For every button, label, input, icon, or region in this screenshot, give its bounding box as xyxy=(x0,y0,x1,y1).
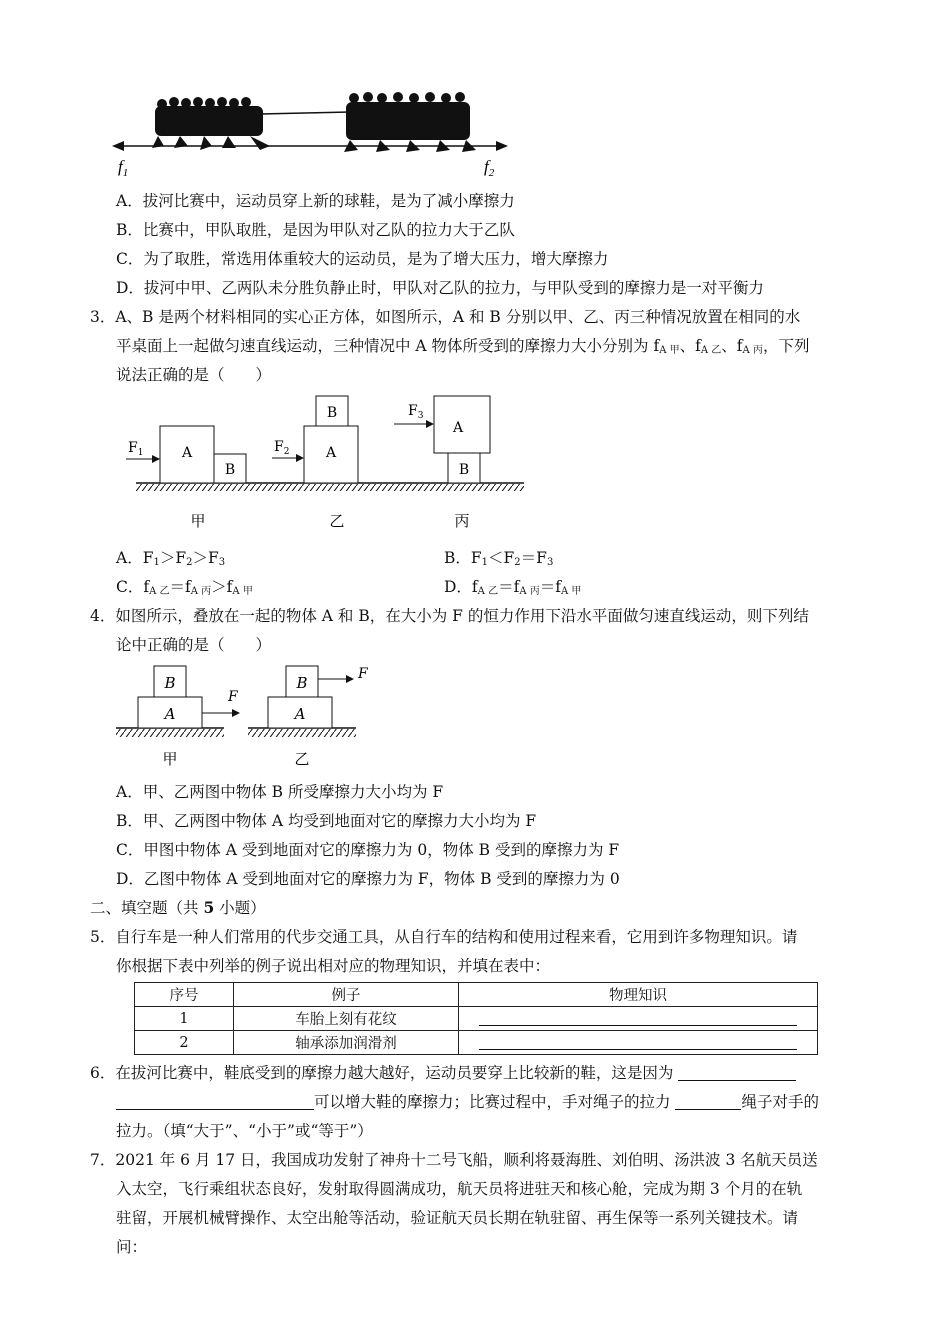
q4-jia-arrow-icon xyxy=(232,709,240,717)
q4-stem-line1: 4．如图所示，叠放在一起的物体 A 和 B，在大小为 F 的恒力作用下沿水平面做匀速直线运动，则下列结 xyxy=(90,607,809,625)
tug-of-war-figure xyxy=(110,88,510,180)
cap-yi: 乙 xyxy=(329,512,345,530)
jia-ground-hatch xyxy=(116,729,224,737)
table-hatch xyxy=(136,484,524,491)
table-header-row xyxy=(135,983,818,1007)
q2-option-b: B．比赛中，甲队取胜，是因为甲队对乙队的拉力大于乙队 xyxy=(116,221,515,239)
jia-force-label: $F_1$ xyxy=(128,440,144,458)
jia-label-b: B xyxy=(224,462,236,478)
q4-cap-yi: 乙 xyxy=(294,750,310,768)
q3-option-d: D．$f_{A 乙}=f_{A 丙}=f_{A 甲}$ xyxy=(444,578,582,597)
header-example: 例子 xyxy=(234,983,459,1007)
q4-jia-label-b: B xyxy=(164,674,176,692)
team-left-silhouettes xyxy=(152,97,270,150)
q6-line3: 拉力。（填“大于”、“小于”或“等于”） xyxy=(116,1122,373,1140)
q5-table xyxy=(134,982,818,1055)
q4-option-b: B．甲、乙两图中物体 A 均受到地面对它的摩擦力大小均为 F xyxy=(116,812,537,830)
q7-line2: 入太空，飞行乘组状态良好，发射取得圆满成功，航天员将进驻天和核心舱，完成为期 3 个月的在轨 xyxy=(116,1180,803,1198)
answer-blank-2[interactable] xyxy=(459,1031,818,1055)
q4-yi-arrow-icon xyxy=(346,675,354,683)
bing-label-a: A xyxy=(452,420,464,436)
cap-bing: 丙 xyxy=(454,512,470,530)
q3-stem-line2: 平桌面上一起做匀速直线运动，三种情况中 A 物体所受到的摩擦力大小分别为 $f_{A 甲}$、$f_{A 乙}$、$f_{A 丙}$，下列 xyxy=(116,337,810,356)
q3-stem-line1: 3．A、B 是两个材料相同的实心正方体，如图所示，A 和 B 分别以甲、乙、丙三种情况放置在相同的水 xyxy=(90,308,801,326)
q2-option-d: D．拔河中甲、乙两队未分胜负静止时，甲队对乙队的拉力，与甲队受到的摩擦力是一对平衡力 xyxy=(116,279,764,297)
q4-stem-line2: 论中正确的是（ ） xyxy=(116,636,272,654)
q6-blank-2[interactable] xyxy=(675,1109,741,1110)
rope xyxy=(260,112,350,114)
q4-option-c: C．甲图中物体 A 受到地面对它的摩擦力为 0，物体 B 受到的摩擦力为 F xyxy=(116,841,620,859)
row-example: 车胎上刻有花纹 xyxy=(234,1007,459,1031)
answer-blank-1[interactable] xyxy=(459,1007,818,1031)
bing-arrow-icon xyxy=(426,420,434,428)
yi-ground-hatch xyxy=(248,729,356,737)
q6-blank-1[interactable] xyxy=(678,1080,796,1081)
section-heading: 二、填空题（共 5 小题） xyxy=(90,898,266,917)
cap-jia: 甲 xyxy=(190,512,206,530)
row-no: 2 xyxy=(135,1031,234,1055)
q7-line4: 问： xyxy=(116,1238,148,1256)
q4-yi-label-a: A xyxy=(294,705,306,723)
q3-option-b: B．$F_1<F_2=F_3$ xyxy=(444,549,554,568)
header-knowledge: 物理知识 xyxy=(459,983,818,1007)
table-row xyxy=(135,1031,818,1055)
q3-option-a: A．$F_1>F_2>F_3$ xyxy=(116,549,226,568)
yi-arrow-icon xyxy=(296,454,304,462)
yi-label-a: A xyxy=(325,445,337,461)
table-row xyxy=(135,1007,818,1031)
q4-option-a: A．甲、乙两图中物体 B 所受摩擦力大小均为 F xyxy=(116,783,444,801)
f2-label: $f_2$ xyxy=(484,157,495,179)
q5-stem-line2: 你根据下表中列举的例子说出相对应的物理知识，并填在表中： xyxy=(116,957,551,975)
bing-force-label: $F_3$ xyxy=(408,403,424,421)
q4-option-d: D．乙图中物体 A 受到地面对它的摩擦力为 F，物体 B 受到的摩擦力为 0 xyxy=(116,870,620,888)
q3-stem-line3: 说法正确的是（ ） xyxy=(116,366,272,384)
arrow-right-icon xyxy=(496,141,508,151)
q7-line3: 驻留，开展机械臂操作、太空出舱等活动，验证航天员长期在轨驻留、再生保等一系列关键技术。请 xyxy=(116,1209,799,1227)
header-no: 序号 xyxy=(135,983,234,1007)
q6-line2: 可以增大鞋的摩擦力；比赛过程中，手对绳子的拉力 绳子对手的 xyxy=(116,1090,819,1112)
q4-cap-jia: 甲 xyxy=(162,750,178,768)
team-right-silhouettes xyxy=(344,92,476,152)
q4-yi-label-b: B xyxy=(296,674,308,692)
q6-line1: 6．在拔河比赛中，鞋底受到的摩擦力越大越好，运动员要穿上比较新的鞋，这是因为 xyxy=(90,1061,796,1083)
q5-stem-line1: 5．自行车是一种人们常用的代步交通工具，从自行车的结构和使用过程来看，它用到许多物理知识。请 xyxy=(90,928,798,946)
yi-label-b: B xyxy=(326,405,338,421)
q4-blocks-figure xyxy=(112,660,382,770)
q4-jia-label-a: A xyxy=(164,705,176,723)
q2-option-c: C．为了取胜，常选用体重较大的运动员，是为了增大压力，增大摩擦力 xyxy=(116,250,609,268)
q3-option-c: C．$f_{A 乙}=f_{A 丙}>f_{A 甲}$ xyxy=(116,578,253,597)
q7-line1: 7．2021 年 6 月 17 日，我国成功发射了神舟十二号飞船，顺利将聂海胜、刘伯明、汤洪波 3 名航天员送 xyxy=(90,1151,818,1169)
q3-blocks-figure xyxy=(110,390,540,535)
jia-arrow-icon xyxy=(152,455,160,463)
q2-option-a: A．拔河比赛中，运动员穿上新的球鞋，是为了减小摩擦力 xyxy=(116,192,515,210)
yi-force-label: $F_2$ xyxy=(274,439,290,457)
bing-label-b: B xyxy=(458,462,470,478)
q4-jia-force-label: F xyxy=(228,689,238,705)
arrow-left-icon xyxy=(112,141,124,151)
row-no: 1 xyxy=(135,1007,234,1031)
q4-yi-force-label: F xyxy=(358,666,368,682)
jia-label-a: A xyxy=(181,445,193,461)
q6-blank-1-cont[interactable] xyxy=(116,1109,314,1110)
f1-label: $f_1$ xyxy=(118,157,129,179)
row-example: 轴承添加润滑剂 xyxy=(234,1031,459,1055)
